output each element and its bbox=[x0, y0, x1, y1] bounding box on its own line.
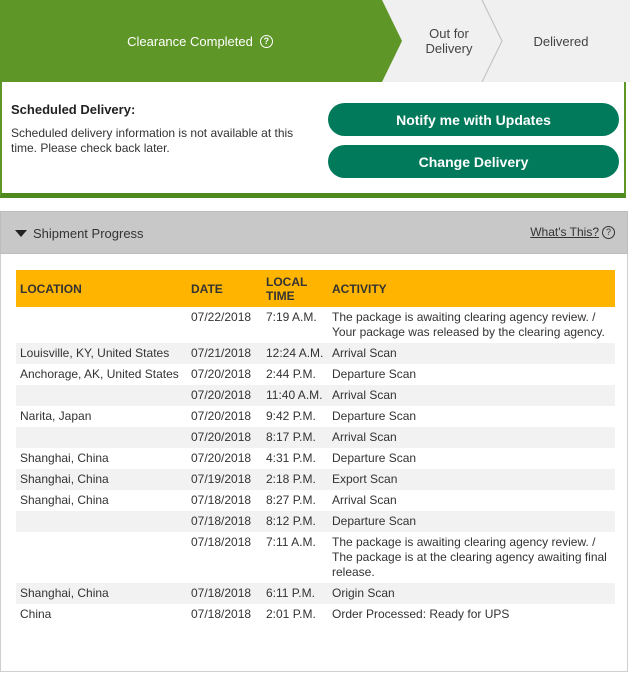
cell-location: Shanghai, China bbox=[20, 472, 109, 486]
table-row bbox=[16, 532, 615, 583]
table-row bbox=[16, 583, 615, 604]
cell-activity: Arrival Scan bbox=[332, 346, 397, 360]
cell-location bbox=[16, 427, 187, 448]
cell-activity: Arrival Scan bbox=[332, 430, 397, 444]
column-header-activity: ACTIVITY bbox=[332, 281, 387, 296]
cell-date: 07/18/2018 bbox=[191, 514, 252, 528]
cell-local-time: 11:40 A.M. bbox=[266, 388, 323, 402]
cell-activity: Arrival Scan bbox=[332, 388, 397, 402]
cell-date: 07/22/2018 bbox=[191, 310, 252, 324]
cell-location: Shanghai, China bbox=[20, 586, 109, 600]
cell-date: 07/20/2018 bbox=[191, 430, 252, 444]
cell-local-time: 2:44 P.M. bbox=[266, 367, 316, 381]
whats-this-label[interactable]: What's This? bbox=[530, 225, 599, 239]
cell-activity: The package is awaiting clearing agency review. / The package is at the clearing agency awaiting final release. bbox=[332, 535, 607, 579]
scheduled-delivery-text: Scheduled delivery information is not available at this time. Please check back later. bbox=[11, 126, 294, 155]
step-label: Delivered bbox=[533, 33, 589, 49]
step-clearance-completed bbox=[0, 0, 400, 82]
table-row bbox=[16, 490, 615, 511]
table-row bbox=[16, 307, 615, 343]
cell-date: 07/18/2018 bbox=[191, 607, 252, 621]
cell-activity: Order Processed: Ready for UPS bbox=[332, 607, 510, 621]
shipment-progress-toggle[interactable] bbox=[15, 226, 144, 241]
cell-activity: Departure Scan bbox=[332, 451, 417, 465]
cell-date: 07/20/2018 bbox=[191, 451, 252, 465]
cell-location bbox=[16, 307, 187, 343]
shipment-progress-body bbox=[0, 254, 628, 672]
step-delivered bbox=[510, 0, 612, 82]
column-header-date: DATE bbox=[191, 281, 223, 296]
cell-location bbox=[16, 385, 187, 406]
cell-location: Anchorage, AK, United States bbox=[20, 367, 179, 381]
whats-this-link[interactable] bbox=[530, 225, 615, 239]
change-delivery-button[interactable]: Change Delivery bbox=[328, 145, 619, 178]
notify-updates-button[interactable]: Notify me with Updates bbox=[328, 103, 619, 136]
cell-date: 07/19/2018 bbox=[191, 472, 252, 486]
cell-location: Narita, Japan bbox=[20, 409, 92, 423]
help-icon: ? bbox=[602, 226, 615, 239]
cell-local-time: 6:11 P.M. bbox=[266, 586, 315, 600]
table-row bbox=[16, 511, 615, 532]
cell-local-time: 2:18 P.M. bbox=[266, 472, 316, 486]
step-label: Clearance Completed bbox=[127, 33, 253, 49]
table-row bbox=[16, 427, 615, 448]
cell-location bbox=[16, 532, 187, 583]
shipment-progress-header bbox=[0, 211, 628, 254]
cell-activity: Departure Scan bbox=[332, 409, 417, 423]
cell-local-time: 2:01 P.M. bbox=[266, 607, 316, 621]
info-icon[interactable]: ? bbox=[260, 35, 273, 48]
cell-location: China bbox=[20, 607, 52, 621]
column-header-location: LOCATION bbox=[20, 281, 82, 296]
cell-local-time: 9:42 P.M. bbox=[266, 409, 316, 423]
table-row bbox=[16, 604, 615, 625]
cell-local-time: 4:31 P.M. bbox=[266, 451, 316, 465]
cell-activity: Departure Scan bbox=[332, 514, 417, 528]
cell-local-time: 8:17 P.M. bbox=[266, 430, 316, 444]
cell-activity: The package is awaiting clearing agency review. / Your package was released by the clearing agency. bbox=[332, 310, 605, 339]
cell-local-time: 12:24 A.M. bbox=[266, 346, 324, 360]
cell-date: 07/18/2018 bbox=[191, 586, 252, 600]
table-row bbox=[16, 385, 615, 406]
delivery-progress-bar bbox=[0, 0, 630, 82]
table-row bbox=[16, 364, 615, 385]
step-label: Out for Delivery bbox=[425, 26, 473, 56]
step-out-for-delivery bbox=[404, 0, 494, 82]
cell-location bbox=[16, 511, 187, 532]
cell-location: Shanghai, China bbox=[20, 493, 109, 507]
cell-local-time: 7:11 A.M. bbox=[266, 535, 316, 549]
cell-date: 07/20/2018 bbox=[191, 388, 252, 402]
table-row bbox=[16, 406, 615, 427]
table-header-row bbox=[16, 270, 615, 307]
cell-activity: Origin Scan bbox=[332, 586, 395, 600]
cell-local-time: 7:19 A.M. bbox=[266, 310, 317, 324]
cell-date: 07/20/2018 bbox=[191, 367, 252, 381]
cell-location: Shanghai, China bbox=[20, 451, 109, 465]
cell-activity: Arrival Scan bbox=[332, 493, 397, 507]
caret-down-icon bbox=[15, 230, 27, 237]
shipment-progress-table bbox=[16, 270, 615, 625]
cell-location: Louisville, KY, United States bbox=[20, 346, 170, 360]
scheduled-delivery-title: Scheduled Delivery: bbox=[11, 102, 136, 117]
cell-local-time: 8:12 P.M. bbox=[266, 514, 316, 528]
cell-date: 07/20/2018 bbox=[191, 409, 252, 423]
cell-date: 07/18/2018 bbox=[191, 535, 252, 549]
shipment-progress-title: Shipment Progress bbox=[33, 226, 144, 241]
column-header-local-time: LOCAL TIME bbox=[266, 274, 308, 303]
cell-date: 07/18/2018 bbox=[191, 493, 252, 507]
cell-activity: Departure Scan bbox=[332, 367, 417, 381]
table-row bbox=[16, 469, 615, 490]
table-row bbox=[16, 343, 615, 364]
cell-activity: Export Scan bbox=[332, 472, 398, 486]
cell-date: 07/21/2018 bbox=[191, 346, 252, 360]
scheduled-delivery-panel bbox=[0, 82, 626, 198]
table-row bbox=[16, 448, 615, 469]
cell-local-time: 8:27 P.M. bbox=[266, 493, 316, 507]
